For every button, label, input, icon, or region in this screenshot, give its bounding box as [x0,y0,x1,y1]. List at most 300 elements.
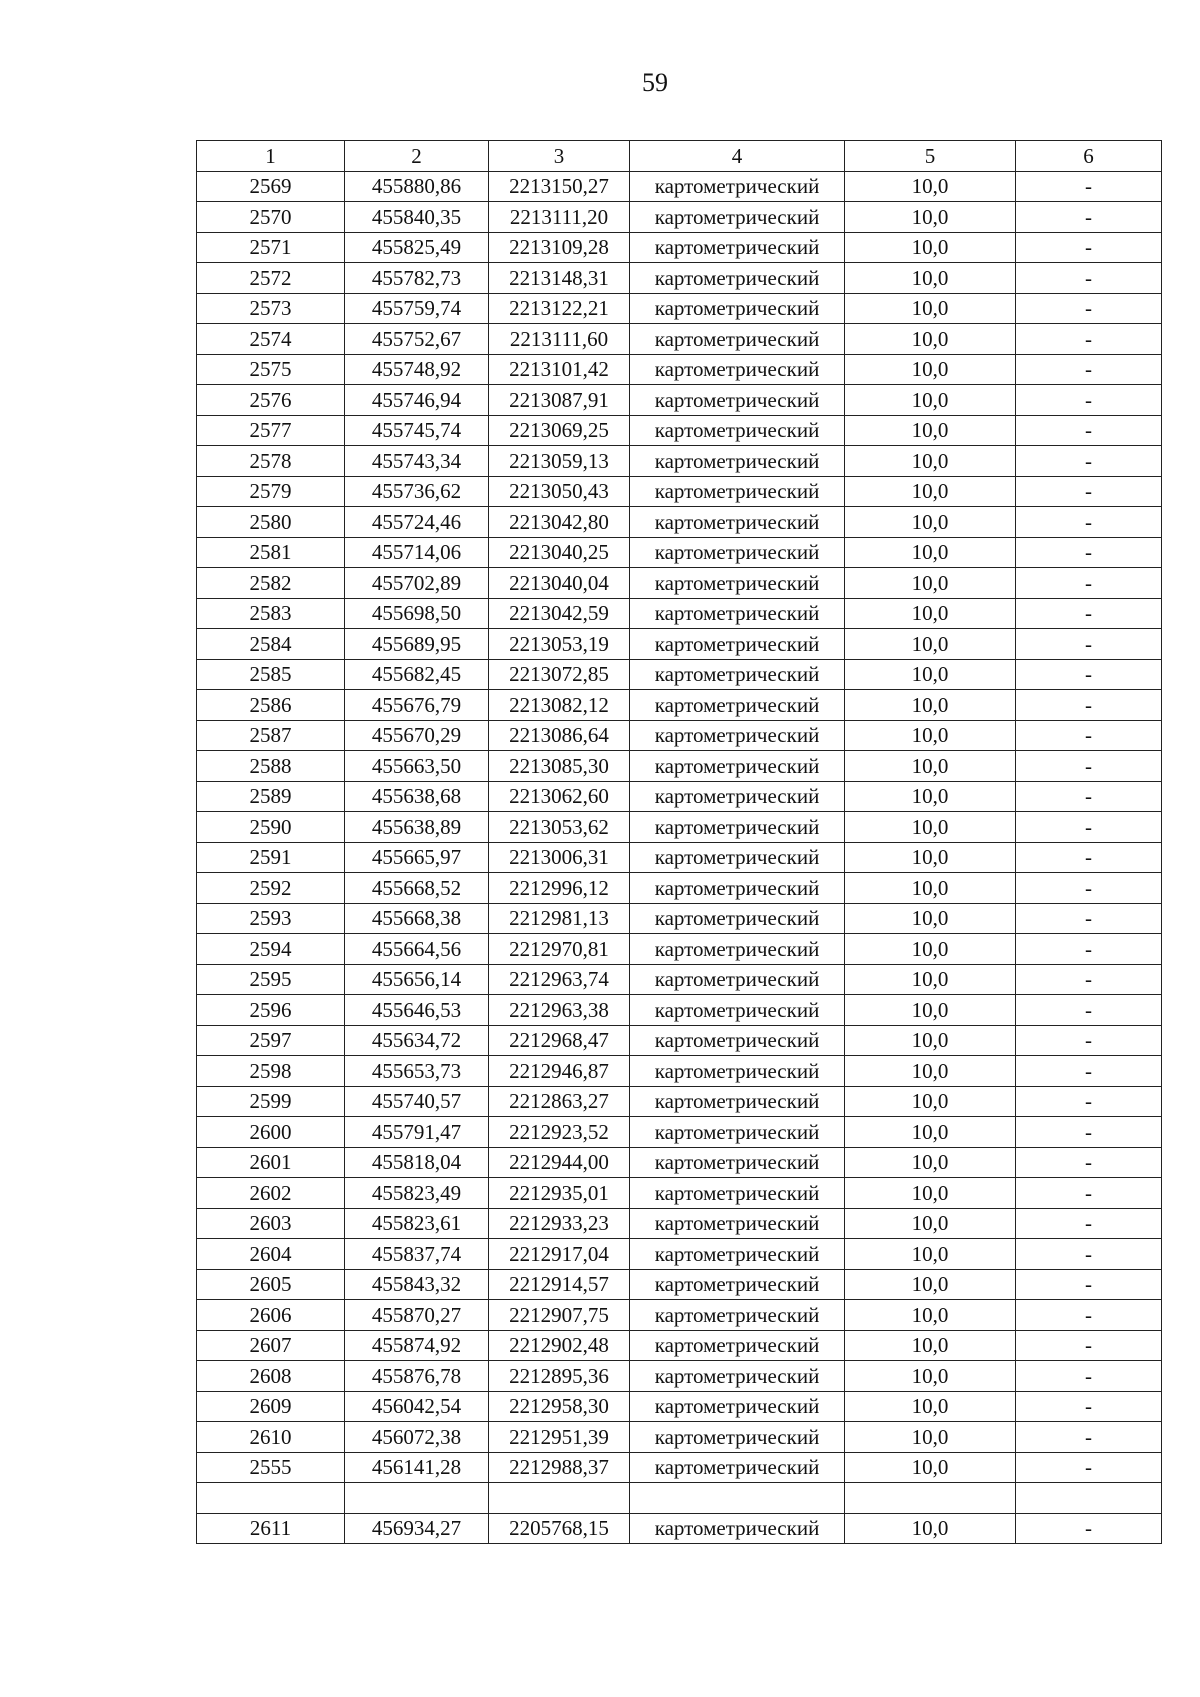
table-row [197,446,1162,477]
method-cell: картометрический [630,171,845,202]
method-cell: картометрический [630,1056,845,1087]
point-number-cell: 2607 [197,1330,345,1361]
y-coordinate-cell: 2213148,31 [489,263,630,294]
accuracy-cell: 10,0 [845,1239,1016,1270]
method-cell: картометрический [630,1025,845,1056]
note-cell: - [1016,1452,1162,1483]
point-number-cell: 2593 [197,903,345,934]
accuracy-cell: 10,0 [845,415,1016,446]
x-coordinate-cell: 455663,50 [345,751,489,782]
accuracy-cell: 10,0 [845,1513,1016,1544]
note-cell: - [1016,629,1162,660]
note-cell: - [1016,995,1162,1026]
method-cell: картометрический [630,781,845,812]
note-cell: - [1016,1513,1162,1544]
y-coordinate-cell: 2212981,13 [489,903,630,934]
y-coordinate-cell: 2212996,12 [489,873,630,904]
y-coordinate-cell: 2213053,62 [489,812,630,843]
table-row [197,1208,1162,1239]
y-coordinate-cell: 2213059,13 [489,446,630,477]
point-number-cell: 2570 [197,202,345,233]
note-cell: - [1016,781,1162,812]
note-cell: - [1016,568,1162,599]
table-row [197,1178,1162,1209]
method-cell: картометрический [630,1330,845,1361]
table-row [197,202,1162,233]
note-cell: - [1016,1422,1162,1453]
table-row [197,1361,1162,1392]
method-cell: картометрический [630,1117,845,1148]
table-row [197,812,1162,843]
x-coordinate-cell: 455714,06 [345,537,489,568]
coordinates-table [196,140,1162,1544]
table-row [197,232,1162,263]
table-row [197,385,1162,416]
x-coordinate-cell: 455843,32 [345,1269,489,1300]
accuracy-cell: 10,0 [845,1086,1016,1117]
y-coordinate-cell: 2212988,37 [489,1452,630,1483]
note-cell: - [1016,1025,1162,1056]
accuracy-cell: 10,0 [845,812,1016,843]
method-cell: картометрический [630,293,845,324]
x-coordinate-cell: 455634,72 [345,1025,489,1056]
accuracy-cell: 10,0 [845,232,1016,263]
accuracy-cell: 10,0 [845,1117,1016,1148]
accuracy-cell: 10,0 [845,507,1016,538]
note-cell: - [1016,1208,1162,1239]
x-coordinate-cell: 455664,56 [345,934,489,965]
table-row [197,263,1162,294]
table-row [197,934,1162,965]
accuracy-cell: 10,0 [845,751,1016,782]
header-cell: 6 [1016,141,1162,172]
header-cell: 4 [630,141,845,172]
table-row [197,537,1162,568]
note-cell: - [1016,690,1162,721]
note-cell: - [1016,202,1162,233]
method-cell [630,1483,845,1514]
point-number-cell: 2589 [197,781,345,812]
y-coordinate-cell: 2212933,23 [489,1208,630,1239]
method-cell: картометрический [630,629,845,660]
x-coordinate-cell: 455876,78 [345,1361,489,1392]
table-row [197,751,1162,782]
x-coordinate-cell: 455646,53 [345,995,489,1026]
accuracy-cell: 10,0 [845,598,1016,629]
method-cell: картометрический [630,354,845,385]
method-cell: картометрический [630,476,845,507]
y-coordinate-cell: 2213006,31 [489,842,630,873]
y-coordinate-cell: 2212923,52 [489,1117,630,1148]
point-number-cell: 2605 [197,1269,345,1300]
method-cell: картометрический [630,232,845,263]
point-number-cell: 2585 [197,659,345,690]
header-cell: 2 [345,141,489,172]
point-number-cell: 2592 [197,873,345,904]
x-coordinate-cell: 455682,45 [345,659,489,690]
y-coordinate-cell: 2213087,91 [489,385,630,416]
method-cell: картометрический [630,507,845,538]
x-coordinate-cell: 455874,92 [345,1330,489,1361]
accuracy-cell: 10,0 [845,1208,1016,1239]
accuracy-cell: 10,0 [845,842,1016,873]
point-number-cell: 2610 [197,1422,345,1453]
point-number-cell: 2599 [197,1086,345,1117]
table-row-blank [197,1483,1162,1514]
table-row [197,507,1162,538]
accuracy-cell: 10,0 [845,537,1016,568]
note-cell: - [1016,1391,1162,1422]
accuracy-cell: 10,0 [845,1422,1016,1453]
point-number-cell: 2596 [197,995,345,1026]
y-coordinate-cell: 2213085,30 [489,751,630,782]
note-cell: - [1016,1147,1162,1178]
table-row [197,354,1162,385]
y-coordinate-cell: 2213150,27 [489,171,630,202]
accuracy-cell: 10,0 [845,1269,1016,1300]
point-number-cell: 2588 [197,751,345,782]
method-cell: картометрический [630,873,845,904]
note-cell: - [1016,476,1162,507]
y-coordinate-cell: 2213040,04 [489,568,630,599]
table-row [197,995,1162,1026]
y-coordinate-cell: 2212935,01 [489,1178,630,1209]
accuracy-cell: 10,0 [845,1300,1016,1331]
accuracy-cell: 10,0 [845,1056,1016,1087]
y-coordinate-cell: 2212902,48 [489,1330,630,1361]
accuracy-cell: 10,0 [845,781,1016,812]
note-cell [1016,1483,1162,1514]
table-row [197,324,1162,355]
table-row [197,1422,1162,1453]
point-number-cell: 2583 [197,598,345,629]
method-cell: картометрический [630,1422,845,1453]
note-cell: - [1016,1361,1162,1392]
point-number-cell: 2582 [197,568,345,599]
table-row [197,1452,1162,1483]
note-cell: - [1016,1178,1162,1209]
note-cell: - [1016,1056,1162,1087]
y-coordinate-cell: 2212963,38 [489,995,630,1026]
x-coordinate-cell: 455698,50 [345,598,489,629]
note-cell: - [1016,446,1162,477]
x-coordinate-cell: 455791,47 [345,1117,489,1148]
method-cell: картометрический [630,903,845,934]
accuracy-cell: 10,0 [845,720,1016,751]
y-coordinate-cell: 2213082,12 [489,690,630,721]
x-coordinate-cell: 455837,74 [345,1239,489,1270]
point-number-cell: 2586 [197,690,345,721]
table-body [197,171,1162,1544]
point-number-cell: 2572 [197,263,345,294]
y-coordinate-cell: 2212895,36 [489,1361,630,1392]
note-cell: - [1016,415,1162,446]
method-cell: картометрический [630,751,845,782]
x-coordinate-cell: 456141,28 [345,1452,489,1483]
note-cell: - [1016,659,1162,690]
point-number-cell: 2594 [197,934,345,965]
y-coordinate-cell: 2212958,30 [489,1391,630,1422]
table-row [197,598,1162,629]
method-cell: картометрический [630,1178,845,1209]
point-number-cell: 2587 [197,720,345,751]
table-row [197,873,1162,904]
method-cell: картометрический [630,1269,845,1300]
table-row [197,629,1162,660]
table-row [197,1056,1162,1087]
accuracy-cell: 10,0 [845,1178,1016,1209]
x-coordinate-cell: 455689,95 [345,629,489,660]
note-cell: - [1016,964,1162,995]
point-number-cell: 2575 [197,354,345,385]
note-cell: - [1016,1086,1162,1117]
y-coordinate-cell: 2213053,19 [489,629,630,660]
y-coordinate-cell: 2213122,21 [489,293,630,324]
y-coordinate-cell: 2212963,74 [489,964,630,995]
accuracy-cell: 10,0 [845,1452,1016,1483]
point-number-cell: 2578 [197,446,345,477]
table-row [197,842,1162,873]
accuracy-cell: 10,0 [845,964,1016,995]
y-coordinate-cell: 2212968,47 [489,1025,630,1056]
method-cell: картометрический [630,324,845,355]
y-coordinate-cell: 2212944,00 [489,1147,630,1178]
point-number-cell: 2555 [197,1452,345,1483]
point-number-cell: 2595 [197,964,345,995]
note-cell: - [1016,812,1162,843]
x-coordinate-cell: 455746,94 [345,385,489,416]
accuracy-cell: 10,0 [845,659,1016,690]
table-row [197,690,1162,721]
x-coordinate-cell: 455665,97 [345,842,489,873]
point-number-cell: 2577 [197,415,345,446]
y-coordinate-cell: 2212951,39 [489,1422,630,1453]
note-cell: - [1016,1117,1162,1148]
method-cell: картометрический [630,690,845,721]
method-cell: картометрический [630,812,845,843]
y-coordinate-cell: 2213111,20 [489,202,630,233]
x-coordinate-cell: 455740,57 [345,1086,489,1117]
table-row [197,1300,1162,1331]
x-coordinate-cell: 455825,49 [345,232,489,263]
x-coordinate-cell: 455638,68 [345,781,489,812]
y-coordinate-cell: 2212907,75 [489,1300,630,1331]
method-cell: картометрический [630,1239,845,1270]
y-coordinate-cell: 2213101,42 [489,354,630,385]
y-coordinate-cell: 2212914,57 [489,1269,630,1300]
point-number-cell: 2574 [197,324,345,355]
x-coordinate-cell: 456042,54 [345,1391,489,1422]
method-cell: картометрический [630,415,845,446]
x-coordinate-cell: 455724,46 [345,507,489,538]
x-coordinate-cell: 455668,38 [345,903,489,934]
x-coordinate-cell: 455748,92 [345,354,489,385]
table-row [197,1513,1162,1544]
accuracy-cell: 10,0 [845,324,1016,355]
note-cell: - [1016,1269,1162,1300]
x-coordinate-cell: 455818,04 [345,1147,489,1178]
x-coordinate-cell: 455870,27 [345,1300,489,1331]
table-row [197,964,1162,995]
table-row [197,1025,1162,1056]
y-coordinate-cell: 2213042,59 [489,598,630,629]
accuracy-cell: 10,0 [845,171,1016,202]
point-number-cell: 2597 [197,1025,345,1056]
table-row [197,903,1162,934]
point-number-cell: 2601 [197,1147,345,1178]
x-coordinate-cell: 455823,61 [345,1208,489,1239]
point-number-cell: 2571 [197,232,345,263]
method-cell: картометрический [630,1086,845,1117]
method-cell: картометрический [630,964,845,995]
y-coordinate-cell: 2213062,60 [489,781,630,812]
point-number-cell: 2600 [197,1117,345,1148]
y-coordinate-cell: 2213042,80 [489,507,630,538]
note-cell: - [1016,842,1162,873]
accuracy-cell: 10,0 [845,202,1016,233]
point-number-cell: 2581 [197,537,345,568]
point-number-cell: 2604 [197,1239,345,1270]
y-coordinate-cell: 2212917,04 [489,1239,630,1270]
method-cell: картометрический [630,568,845,599]
y-coordinate-cell: 2213050,43 [489,476,630,507]
y-coordinate-cell: 2213086,64 [489,720,630,751]
table-row [197,1239,1162,1270]
method-cell: картометрический [630,446,845,477]
x-coordinate-cell: 455702,89 [345,568,489,599]
table-row [197,476,1162,507]
note-cell: - [1016,507,1162,538]
accuracy-cell: 10,0 [845,476,1016,507]
point-number-cell: 2602 [197,1178,345,1209]
method-cell: картометрический [630,537,845,568]
y-coordinate-cell: 2213111,60 [489,324,630,355]
y-coordinate-cell: 2212863,27 [489,1086,630,1117]
point-number-cell: 2590 [197,812,345,843]
method-cell: картометрический [630,1208,845,1239]
point-number-cell: 2573 [197,293,345,324]
method-cell: картометрический [630,1513,845,1544]
table-row [197,1086,1162,1117]
point-number-cell: 2609 [197,1391,345,1422]
y-coordinate-cell: 2213069,25 [489,415,630,446]
x-coordinate-cell: 455638,89 [345,812,489,843]
x-coordinate-cell: 455743,34 [345,446,489,477]
point-number-cell: 2603 [197,1208,345,1239]
point-number-cell [197,1483,345,1514]
note-cell: - [1016,873,1162,904]
table-row [197,415,1162,446]
method-cell: картометрический [630,1361,845,1392]
accuracy-cell: 10,0 [845,1025,1016,1056]
accuracy-cell: 10,0 [845,1361,1016,1392]
method-cell: картометрический [630,263,845,294]
table-row [197,1117,1162,1148]
point-number-cell: 2598 [197,1056,345,1087]
method-cell: картометрический [630,385,845,416]
note-cell: - [1016,720,1162,751]
point-number-cell: 2606 [197,1300,345,1331]
note-cell: - [1016,263,1162,294]
x-coordinate-cell: 455880,86 [345,171,489,202]
accuracy-cell: 10,0 [845,873,1016,904]
point-number-cell: 2591 [197,842,345,873]
accuracy-cell: 10,0 [845,903,1016,934]
note-cell: - [1016,903,1162,934]
method-cell: картометрический [630,1300,845,1331]
x-coordinate-cell: 455782,73 [345,263,489,294]
method-cell: картометрический [630,659,845,690]
x-coordinate-cell: 456072,38 [345,1422,489,1453]
y-coordinate-cell: 2213109,28 [489,232,630,263]
note-cell: - [1016,751,1162,782]
accuracy-cell: 10,0 [845,446,1016,477]
x-coordinate-cell: 455676,79 [345,690,489,721]
method-cell: картометрический [630,1391,845,1422]
x-coordinate-cell: 455670,29 [345,720,489,751]
x-coordinate-cell: 455823,49 [345,1178,489,1209]
header-cell: 3 [489,141,630,172]
x-coordinate-cell: 455759,74 [345,293,489,324]
table-row [197,293,1162,324]
accuracy-cell: 10,0 [845,690,1016,721]
accuracy-cell: 10,0 [845,385,1016,416]
point-number-cell: 2579 [197,476,345,507]
method-cell: картометрический [630,202,845,233]
note-cell: - [1016,1330,1162,1361]
point-number-cell: 2580 [197,507,345,538]
accuracy-cell: 10,0 [845,354,1016,385]
table-row [197,1269,1162,1300]
accuracy-cell: 10,0 [845,934,1016,965]
table-row [197,171,1162,202]
method-cell: картометрический [630,934,845,965]
y-coordinate-cell: 2213072,85 [489,659,630,690]
header-cell: 1 [197,141,345,172]
accuracy-cell: 10,0 [845,568,1016,599]
x-coordinate-cell: 455736,62 [345,476,489,507]
point-number-cell: 2569 [197,171,345,202]
x-coordinate-cell: 455745,74 [345,415,489,446]
x-coordinate-cell: 455840,35 [345,202,489,233]
table-row [197,568,1162,599]
x-coordinate-cell: 455656,14 [345,964,489,995]
note-cell: - [1016,354,1162,385]
y-coordinate-cell: 2212946,87 [489,1056,630,1087]
table-header-row [197,141,1162,172]
accuracy-cell: 10,0 [845,263,1016,294]
point-number-cell: 2611 [197,1513,345,1544]
point-number-cell: 2608 [197,1361,345,1392]
point-number-cell: 2584 [197,629,345,660]
note-cell: - [1016,385,1162,416]
table-row [197,720,1162,751]
method-cell: картометрический [630,842,845,873]
note-cell: - [1016,1239,1162,1270]
table-row [197,781,1162,812]
page-number: 59 [642,68,668,97]
note-cell: - [1016,324,1162,355]
note-cell: - [1016,232,1162,263]
method-cell: картометрический [630,598,845,629]
note-cell: - [1016,598,1162,629]
accuracy-cell: 10,0 [845,1391,1016,1422]
point-number-cell: 2576 [197,385,345,416]
accuracy-cell: 10,0 [845,1330,1016,1361]
x-coordinate-cell: 456934,27 [345,1513,489,1544]
note-cell: - [1016,1300,1162,1331]
accuracy-cell [845,1483,1016,1514]
